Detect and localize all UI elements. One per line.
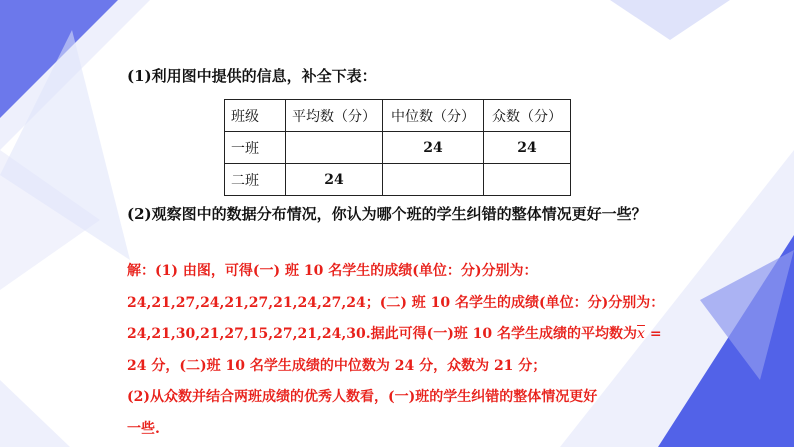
equals-sign: = <box>644 326 662 342</box>
answer-line-3 <box>127 319 687 351</box>
row2-mode <box>484 164 571 196</box>
row1-median: 24 <box>383 132 484 164</box>
table-header-row <box>225 100 571 132</box>
answer-line-6: 一些. <box>127 420 160 437</box>
header-class: 班级 <box>225 100 286 132</box>
answer-block <box>127 256 687 445</box>
row1-mode: 24 <box>484 132 571 164</box>
table-row <box>225 164 571 196</box>
mean-symbol: $\overline{x}$ <box>637 326 645 342</box>
answer-line-4: 24 分，(二)班 10 名学生成绩的中位数为 24 分，众数为 21 分； <box>127 357 547 374</box>
row1-mean <box>286 132 383 164</box>
row2-class: 二班 <box>225 164 286 196</box>
row2-mean: 24 <box>286 164 383 196</box>
answer-line-2: 24,21,27,24,21,27,21,24,27,24；(二) 班 10 名学生的成绩(单位：分)分别为： <box>127 294 665 311</box>
table-row <box>225 132 571 164</box>
answer-line-5: (2)从众数并结合两班成绩的优秀人数看，(一)班的学生纠错的整体情况更好 <box>127 389 598 405</box>
question-1: (1)利用图中提供的信息，补全下表： <box>127 67 377 85</box>
answer-line-3-text: 24,21,30,21,27,15,27,21,24,30.据此可得(一)班 10 名学生成绩的平均数为 <box>127 326 638 342</box>
answer-line-1: 解：(1) 由图，可得(一) 班 10 名学生的成绩(单位：分)分别为： <box>127 263 538 279</box>
header-median: 中位数（分） <box>383 100 484 132</box>
row2-median <box>383 164 484 196</box>
header-mean: 平均数（分） <box>286 100 383 132</box>
question-2: (2)观察图中的数据分布情况，你认为哪个班的学生纠错的整体情况更好一些？ <box>127 205 647 223</box>
score-table <box>224 99 571 196</box>
row1-class: 一班 <box>225 132 286 164</box>
header-mode: 众数（分） <box>484 100 571 132</box>
